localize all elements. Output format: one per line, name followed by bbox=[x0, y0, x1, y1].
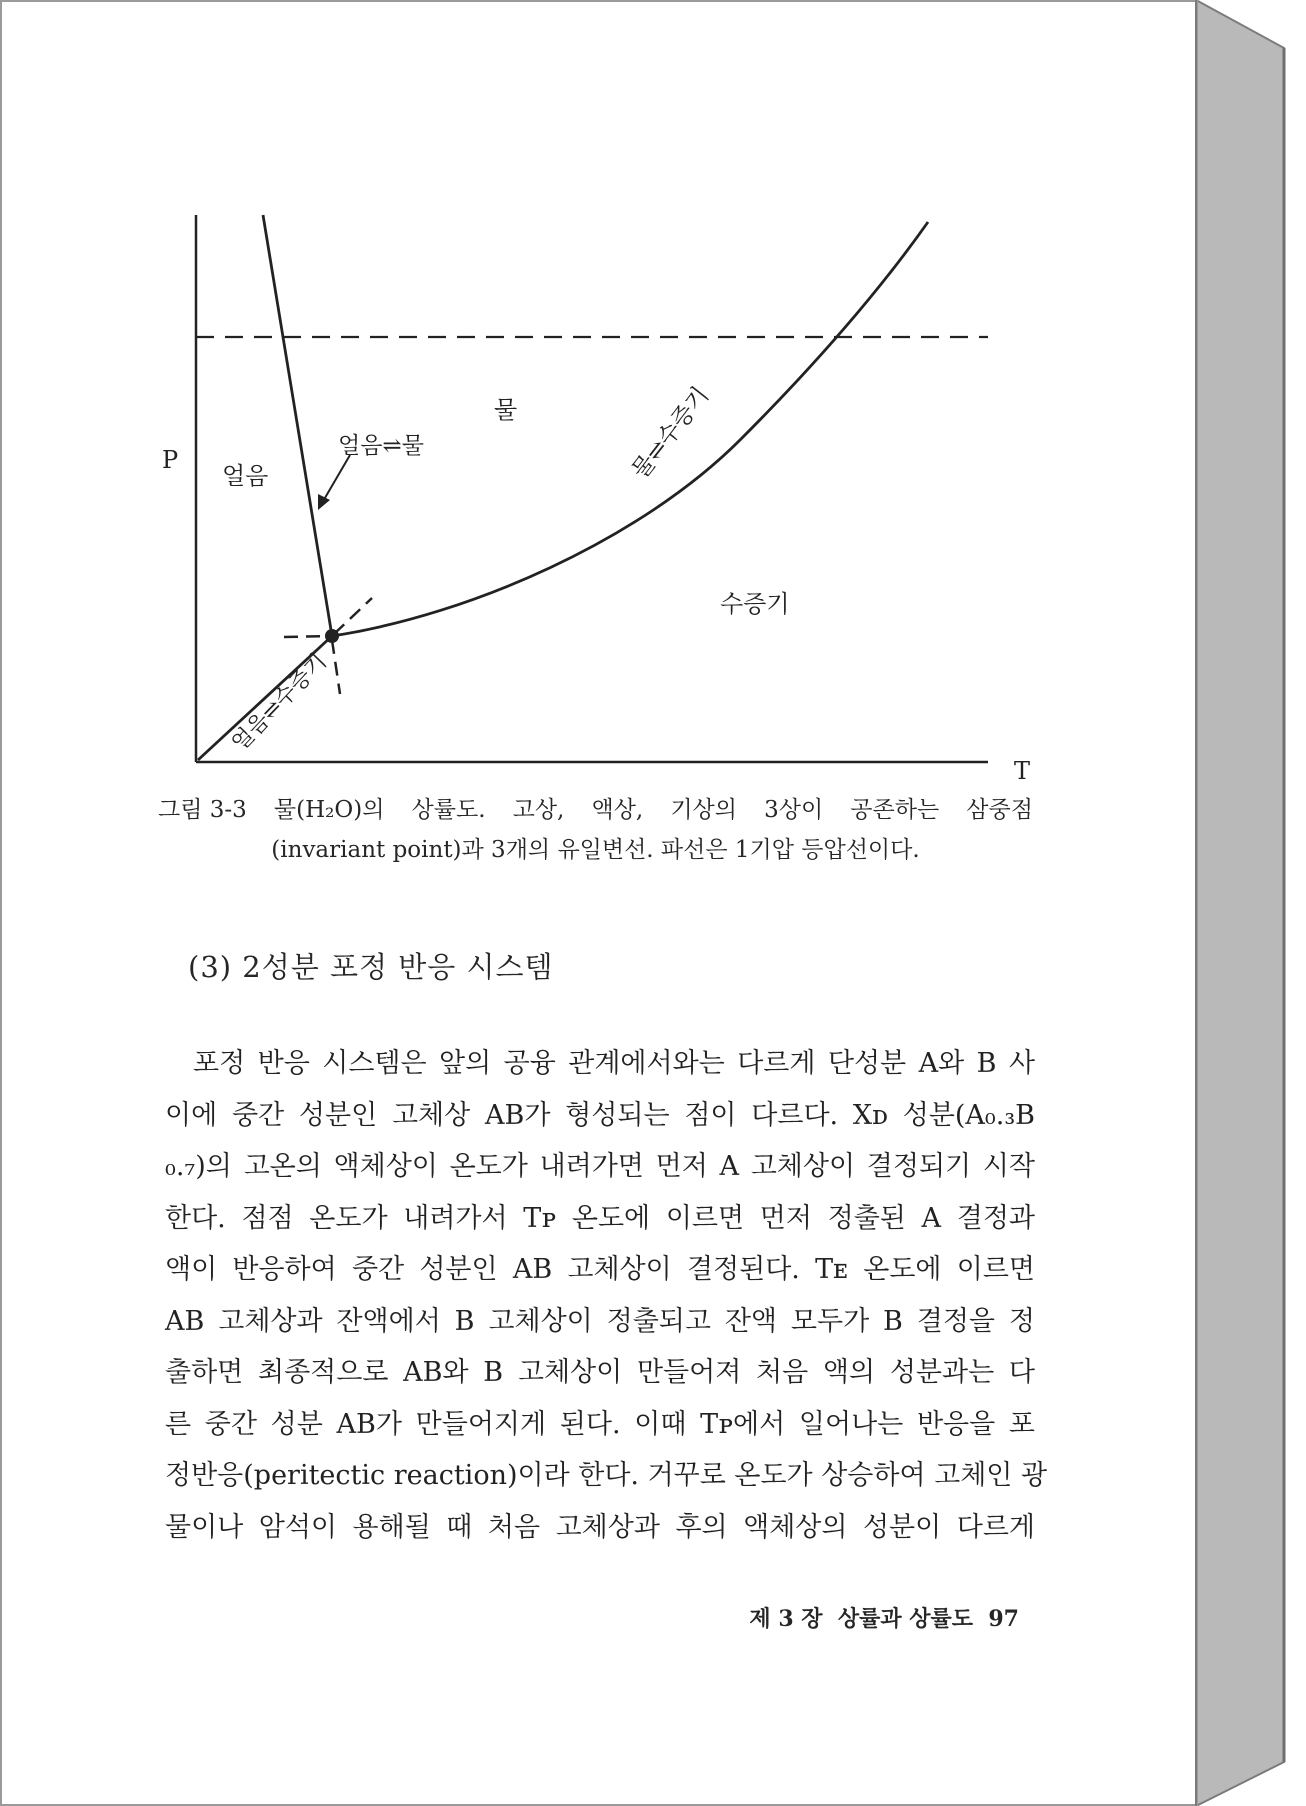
footer-chapter: 제 3 장 bbox=[749, 1606, 823, 1632]
caption-word: 공존하는 bbox=[850, 797, 940, 823]
body-line: 출하면 최종적으로 AB와 B 고체상이 만들어져 처음 액의 성분과는 다 bbox=[165, 1357, 1035, 1388]
body-line: 한다. 점점 온도가 내려가서 Tᴘ 온도에 이르면 먼저 정출된 A 결정과 bbox=[165, 1202, 1035, 1234]
body-line: 정반응(peritectic reaction)이라 한다. 거꾸로 온도가 상승하여 고체인 광 bbox=[165, 1460, 1048, 1491]
body-line: AB 고체상과 잔액에서 B 고체상이 정출되고 잔액 모두가 B 결정을 정 bbox=[165, 1305, 1035, 1337]
figure-number: 그림 3-3 bbox=[158, 797, 247, 823]
caption-word: 상률도. bbox=[411, 797, 486, 823]
water-vapor-curve bbox=[332, 222, 928, 636]
section-heading: (3) 2성분 포정 반응 시스템 bbox=[188, 950, 554, 984]
ice-water-curve bbox=[263, 215, 332, 636]
y-axis-label: P bbox=[162, 446, 179, 474]
label-arrowhead bbox=[318, 494, 330, 510]
curve-label-ice-vapor: 얼음⇌수증기 bbox=[227, 649, 332, 757]
page-footer bbox=[749, 1602, 1019, 1633]
caption-word: 고상, bbox=[512, 797, 565, 823]
body-line: 액이 반응하여 중간 성분인 AB 고체상이 결정된다. Tᴇ 온도에 이르면 bbox=[165, 1254, 1035, 1285]
triple-point bbox=[325, 629, 339, 643]
curve-label-water-vapor: 물⇌수증기 bbox=[627, 382, 715, 484]
region-label-ice: 얼음 bbox=[222, 462, 269, 490]
caption-line-1 bbox=[158, 790, 1033, 830]
figure-caption bbox=[158, 790, 1033, 870]
body-line: 른 중간 성분 AB가 만들어지게 된다. 이때 Tᴘ에서 일어나는 반응을 포 bbox=[165, 1408, 1035, 1440]
body-line: 포정 반응 시스템은 앞의 공융 관계에서와는 다르게 단성분 A와 B 사 bbox=[193, 1048, 1035, 1079]
metastable-extension-left bbox=[284, 636, 330, 637]
region-label-water: 물 bbox=[494, 396, 518, 424]
metastable-extension-lower bbox=[332, 640, 340, 694]
caption-line-2: (invariant point)과 3개의 유일변선. 파선은 1기압 등압선이다. bbox=[271, 837, 920, 863]
caption-word: 물(H₂O)의 bbox=[273, 797, 385, 823]
region-label-vapor: 수증기 bbox=[720, 590, 790, 618]
phase-diagram bbox=[0, 0, 1100, 790]
body-line: ₀.₇)의 고온의 액체상이 온도가 내려가면 먼저 A 고체상이 결정되기 시작 bbox=[165, 1151, 1035, 1182]
caption-word: 3상이 bbox=[764, 797, 824, 823]
caption-word: 삼중점 bbox=[966, 797, 1033, 823]
label-arrow bbox=[322, 455, 350, 503]
curve-label-ice-water: 얼음⇌물 bbox=[338, 433, 424, 459]
page-number: 97 bbox=[988, 1606, 1019, 1632]
caption-word: 액상, bbox=[591, 797, 644, 823]
body-paragraph bbox=[165, 1038, 1048, 1553]
x-axis-label: T bbox=[1014, 757, 1031, 785]
body-line: 물이나 암석이 용해될 때 처음 고체상과 후의 액체상의 성분이 다르게 bbox=[165, 1511, 1035, 1543]
footer-title: 상률과 상률도 bbox=[837, 1606, 974, 1632]
body-line: 이에 중간 성분인 고체상 AB가 형성되는 점이 다르다. Xᴅ 성분(A₀.₃B bbox=[165, 1099, 1035, 1131]
caption-word: 기상의 bbox=[670, 797, 737, 823]
